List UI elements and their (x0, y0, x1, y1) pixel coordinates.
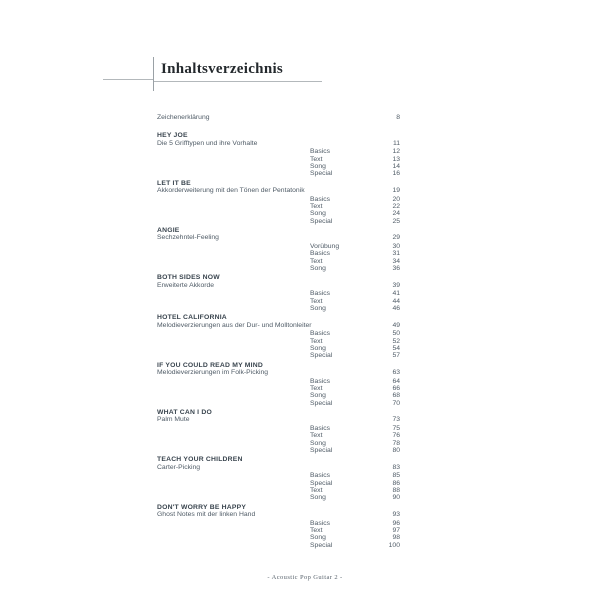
toc-section-title: BOTH SIDES NOW (157, 274, 220, 282)
toc-item-row (157, 440, 400, 447)
toc-item-label: Special (310, 479, 333, 487)
toc-section-title: WHAT CAN I DO (157, 409, 212, 417)
toc-item-label: Basics (310, 519, 331, 527)
toc-item-page: 24 (392, 210, 400, 218)
toc-item-label: Text (310, 384, 323, 392)
toc-section (157, 362, 400, 407)
toc-section-subtitle: Akkorderweiterung mit den Tönen der Pentatonik (157, 187, 305, 195)
toc-item-page: 98 (392, 534, 400, 542)
toc-item-label: Basics (310, 424, 331, 432)
toc-item-page: 57 (392, 352, 400, 360)
toc-section-subtitle: Sechzehntel-Feeling (157, 234, 219, 242)
toc-section-title-row (157, 362, 400, 369)
toc-item-row (157, 148, 400, 155)
toc-item-page: 78 (392, 439, 400, 447)
toc-item-label: Basics (310, 330, 331, 338)
toc-section (157, 227, 400, 272)
toc-section-subtitle-row (157, 282, 400, 289)
toc-section-subtitle-row (157, 464, 400, 471)
toc-section-items (157, 290, 400, 312)
toc-section-title-row (157, 409, 400, 416)
toc-item-row (157, 400, 400, 407)
toc-item-label: Song (310, 304, 326, 312)
toc-item-row (157, 392, 400, 399)
toc-item-row (157, 527, 400, 534)
toc-item-row (157, 243, 400, 250)
toc-item-row (157, 447, 400, 454)
toc-item-page: 44 (392, 297, 400, 305)
toc-section-title-row (157, 227, 400, 234)
toc-item-label: Basics (310, 148, 331, 156)
toc-item-label: Text (310, 257, 323, 265)
toc-item-row (157, 345, 400, 352)
toc-item-page: 80 (392, 447, 400, 455)
toc-section-subtitle: Melodieverzierungen aus der Dur- und Molltonleiter (157, 321, 312, 329)
toc-section-page: 29 (392, 234, 400, 242)
toc-section-title-row (157, 504, 400, 511)
toc-item-label: Text (310, 486, 323, 494)
toc-section-items (157, 330, 400, 360)
toc-section-title: IF YOU COULD READ MY MIND (157, 361, 263, 369)
toc-section-title: ANGIE (157, 227, 180, 235)
toc-section (157, 314, 400, 359)
toc-item-page: 85 (392, 472, 400, 480)
toc-item-row (157, 218, 400, 225)
toc-item-row (157, 156, 400, 163)
toc-section-subtitle-row (157, 140, 400, 147)
header-rule-right (154, 81, 322, 82)
toc-item-row (157, 163, 400, 170)
toc-section-page: 63 (392, 369, 400, 377)
toc-item-row (157, 298, 400, 305)
toc-item-page: 13 (392, 155, 400, 163)
toc-item-row (157, 487, 400, 494)
toc-item-page: 31 (392, 250, 400, 258)
toc-item-label: Special (310, 217, 333, 225)
toc-section-page: 73 (392, 416, 400, 424)
page-footer (0, 574, 600, 581)
toc-item-label: Song (310, 265, 326, 273)
toc-section-items (157, 520, 400, 550)
toc-section-title-row (157, 314, 400, 321)
toc-section-subtitle-row (157, 187, 400, 194)
toc-item-row (157, 494, 400, 501)
toc-item-label: Special (310, 170, 333, 178)
toc-item-page: 46 (392, 304, 400, 312)
toc-item-label: Song (310, 439, 326, 447)
toc-item-page: 22 (392, 202, 400, 210)
toc-item-label: Text (310, 432, 323, 440)
toc-item-row (157, 520, 400, 527)
toc-item-label: Basics (310, 250, 331, 258)
toc-item-page: 30 (392, 242, 400, 250)
toc-item-page: 75 (392, 424, 400, 432)
toc-item-page: 54 (392, 344, 400, 352)
toc-item-label: Special (310, 352, 333, 360)
toc-section-title-row (157, 274, 400, 281)
toc-item-label: Song (310, 392, 326, 400)
toc-item-label: Text (310, 337, 323, 345)
toc-section-items (157, 472, 400, 502)
toc-item-row (157, 378, 400, 385)
toc-item-page: 34 (392, 257, 400, 265)
toc-item-label: Song (310, 534, 326, 542)
toc-item-label: Song (310, 494, 326, 502)
toc-item-label: Song (310, 344, 326, 352)
toc-item-label: Special (310, 399, 333, 407)
toc-section-items (157, 243, 400, 273)
toc-item-label: Text (310, 297, 323, 305)
toc-section-title: DON'T WORRY BE HAPPY (157, 503, 247, 511)
toc-item-row (157, 170, 400, 177)
toc-preamble-page: 8 (396, 114, 400, 121)
toc-item-label: Text (310, 526, 323, 534)
toc-item-row (157, 472, 400, 479)
header-vertical-rule (153, 57, 154, 91)
toc-item-row (157, 330, 400, 337)
toc-item-page: 12 (392, 148, 400, 156)
footer-text: - Acoustic Pop Guitar 2 - (267, 574, 343, 581)
toc-section (157, 456, 400, 501)
toc-item-label: Vorübung (310, 242, 340, 250)
toc-item-row (157, 352, 400, 359)
toc-item-page: 90 (392, 494, 400, 502)
toc-section-title: TEACH YOUR CHILDREN (157, 456, 243, 464)
toc-item-label: Text (310, 202, 323, 210)
toc-item-page: 64 (392, 377, 400, 385)
toc-item-label: Song (310, 210, 326, 218)
toc-item-row (157, 338, 400, 345)
toc-section-title-row (157, 132, 400, 139)
toc-section-subtitle: Ghost Notes mit der linken Hand (157, 511, 256, 519)
toc-section-title: HEY JOE (157, 132, 188, 140)
toc-section-title-row (157, 180, 400, 187)
toc-item-page: 86 (392, 479, 400, 487)
toc-section-page: 49 (392, 321, 400, 329)
toc-item-label: Text (310, 155, 323, 163)
page-title: Inhaltsverzeichnis (161, 61, 284, 77)
toc-section-subtitle-row (157, 234, 400, 241)
toc-preamble-row (157, 114, 400, 121)
toc-section-page: 39 (392, 281, 400, 289)
toc-section-subtitle: Melodieverzierungen im Folk-Picking (157, 369, 269, 377)
toc-item-page: 16 (392, 170, 400, 178)
toc-section-items (157, 196, 400, 226)
toc-section-items (157, 378, 400, 408)
toc-item-label: Basics (310, 195, 331, 203)
toc-item-label: Special (310, 447, 333, 455)
toc-item-page: 76 (392, 432, 400, 440)
toc-item-row (157, 480, 400, 487)
toc-item-page: 88 (392, 486, 400, 494)
toc-item-row (157, 305, 400, 312)
toc-section-subtitle: Palm Mute (157, 416, 190, 424)
toc-section-subtitle: Carter-Picking (157, 463, 201, 471)
toc-item-label: Basics (310, 472, 331, 480)
table-of-contents (157, 114, 400, 549)
toc-item-row (157, 290, 400, 297)
toc-item-page: 100 (388, 541, 400, 549)
toc-section (157, 132, 400, 177)
toc-item-label: Basics (310, 377, 331, 385)
toc-section (157, 180, 400, 225)
toc-item-page: 66 (392, 384, 400, 392)
toc-item-label: Special (310, 541, 333, 549)
toc-section-subtitle-row (157, 369, 400, 376)
toc-item-row (157, 258, 400, 265)
toc-item-row (157, 385, 400, 392)
toc-sections (157, 132, 400, 549)
toc-section-page: 11 (392, 139, 400, 147)
toc-section-page: 83 (392, 463, 400, 471)
toc-section (157, 274, 400, 312)
toc-item-page: 96 (392, 519, 400, 527)
toc-item-page: 97 (392, 526, 400, 534)
toc-item-page: 36 (392, 265, 400, 273)
toc-item-page: 20 (392, 195, 400, 203)
toc-section-title: LET IT BE (157, 179, 191, 187)
toc-section-items (157, 148, 400, 178)
toc-section-subtitle-row (157, 322, 400, 329)
toc-section-subtitle-row (157, 416, 400, 423)
toc-item-row (157, 534, 400, 541)
toc-section-items (157, 425, 400, 455)
toc-section-title-row (157, 456, 400, 463)
toc-item-row (157, 432, 400, 439)
toc-section-title: HOTEL CALIFORNIA (157, 314, 227, 322)
header-rule-left (103, 79, 153, 80)
toc-section (157, 504, 400, 549)
toc-item-row (157, 265, 400, 272)
toc-preamble-label: Zeichenerklärung (157, 114, 210, 121)
toc-item-label: Song (310, 162, 326, 170)
toc-item-row (157, 196, 400, 203)
toc-item-page: 50 (392, 330, 400, 338)
toc-section-page: 93 (392, 511, 400, 519)
toc-item-page: 41 (392, 290, 400, 298)
toc-section-page: 19 (392, 187, 400, 195)
toc-item-row (157, 210, 400, 217)
toc-item-page: 52 (392, 337, 400, 345)
toc-item-page: 14 (392, 162, 400, 170)
toc-item-label: Basics (310, 290, 331, 298)
toc-item-page: 25 (392, 217, 400, 225)
toc-item-page: 68 (392, 392, 400, 400)
toc-item-row (157, 250, 400, 257)
toc-item-row (157, 542, 400, 549)
toc-item-row (157, 425, 400, 432)
toc-item-page: 70 (392, 399, 400, 407)
toc-section-subtitle: Die 5 Grifftypen und ihre Vorhalte (157, 139, 258, 147)
toc-section-subtitle-row (157, 511, 400, 518)
toc-section-subtitle: Erweiterte Akkorde (157, 281, 215, 289)
toc-item-row (157, 203, 400, 210)
toc-section (157, 409, 400, 454)
